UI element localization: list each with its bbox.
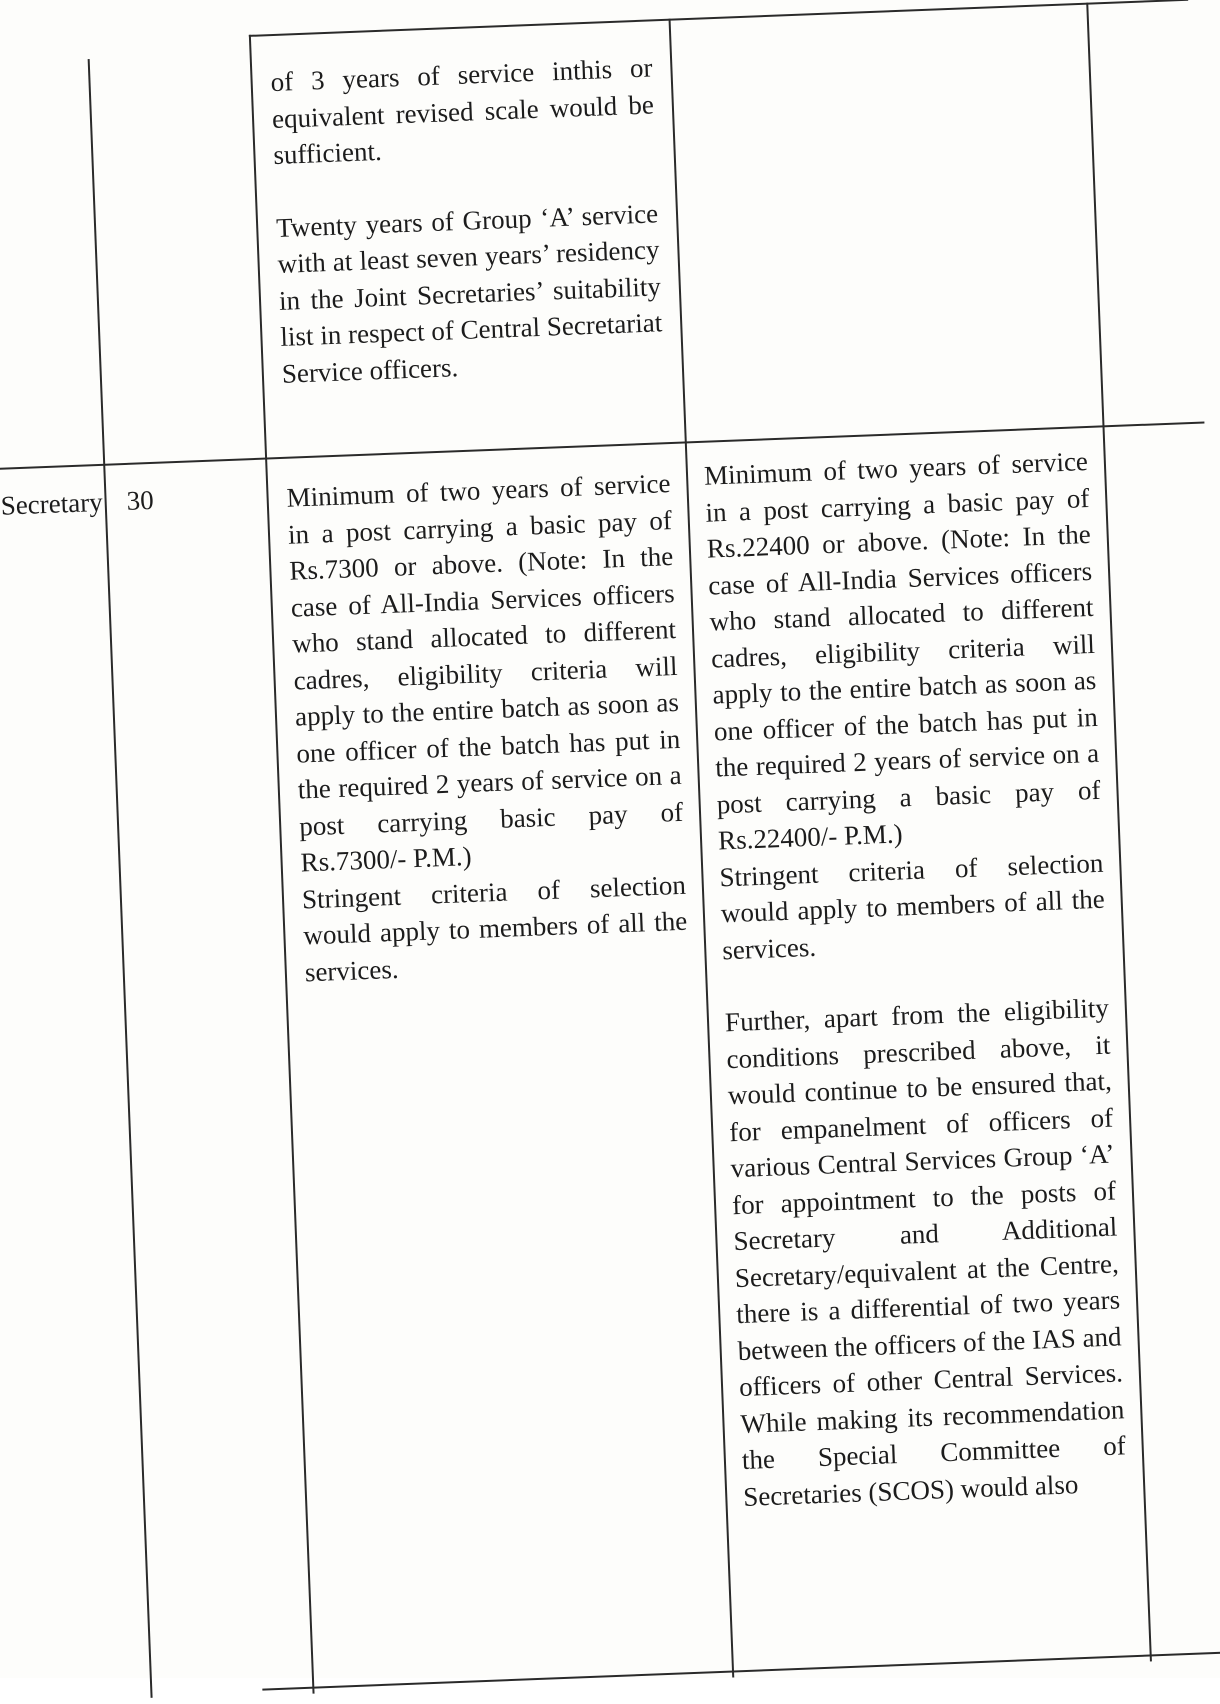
revised-criteria-paragraph-3: Further, apart from the eligibility conditions prescribed above, it would continue to be ensured that, for empanelment of officers of various Central Services Group ‘A’ for appointment to the posts of Secretary and Additional Secretary/equivalent at the Centre, there is a differential of two years between the officers of the IAS and officers of other Central Services. While making its recommendation the Special Committee of Secretaries (SCOS) would also [724,992,1127,1512]
table-bottom-rule [262,1651,1220,1691]
revised-criteria-paragraph-2: Stringent criteria of selection would apply to members of all the services. [718,847,1106,965]
secretary-eligibility-old-cell [286,465,689,990]
continued-row-eligibility-cell [270,49,664,391]
secretary-eligibility-revised-cell [703,443,1127,1515]
years-cell: 30 [126,484,155,516]
table-top-rule [249,0,1188,37]
continued-paragraph-1: of 3 years of service inthis or equivalent revised scale would be sufficient. [270,52,655,171]
old-criteria-paragraph-1: Minimum of two years of service in a post carrying a basic pay of Rs.7300 or above. (Note: In the case of All-India Services officers who stand allocated to different cadres, eligibility criteria will apply to the entire batch as soon as one officer of the batch has put in the required 2 years of service on a post carrying basic pay of Rs.7300/- P.M.) [286,468,684,878]
revised-criteria-paragraph-1: Minimum of two years of service in a post carrying a basic pay of Rs.22400 or above. (Note: In the case of All-India Services officers who stand allocated to different cadres, eligibility criteria will apply to the entire batch as soon as one officer of the batch has put in the required 2 years of service on a post carrying a basic pay of Rs.22400/- P.M.) [703,446,1101,856]
column-rule-1 [88,59,153,1698]
continued-paragraph-2: Twenty years of Group ‘A’ service with at least seven years’ residency in the Joint Secretaries’ suitability list in respect of Central Secretariat Service officers. [275,197,663,389]
old-criteria-paragraph-2: Stringent criteria of selection would apply to members of all the services. [301,869,688,987]
post-name-cell: Secretary [0,486,104,521]
